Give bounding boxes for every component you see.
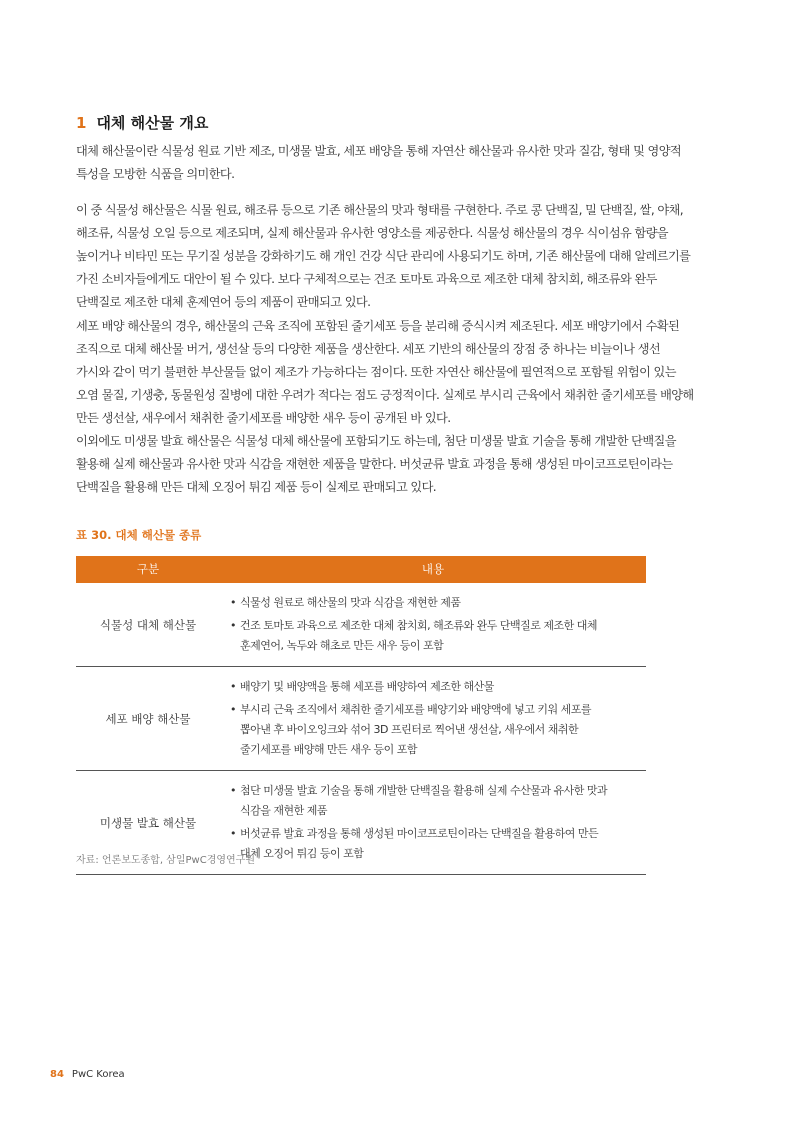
bullet-line: 식감을 재현한 제품 [240, 804, 328, 817]
paragraph-line: 세포 배양 해산물의 경우, 해산물의 근육 조직에 포함된 줄기세포 등을 분리해 증식시켜 제조된다. 세포 배양기에서 수확된 [76, 319, 680, 333]
paragraph-line: 가진 소비자들에게도 대안이 될 수 있다. 보다 구체적으로는 건조 토마토 과육으로 제조한 대체 참치회, 해조류와 완두 [76, 272, 657, 286]
footer-brand: PwC Korea [71, 1069, 125, 1080]
paragraph-line: 만든 생선살, 새우에서 채취한 줄기세포를 배양한 새우 등이 공개된 바 있다. [76, 411, 451, 425]
table-header [76, 556, 646, 583]
bullet-item [230, 824, 646, 864]
section-number: 1 [76, 114, 87, 132]
header-content: 내용 [421, 562, 445, 576]
bullet-line: 대체 오징어 튀김 등이 포함 [240, 847, 364, 860]
bullet-dot: • [230, 703, 236, 716]
bullet-line: 버섯균류 발효 과정을 통해 생성된 마이코프로틴이라는 단백질을 활용하여 만든 [240, 827, 599, 840]
row-category: 미생물 발효 해산물 [99, 815, 197, 830]
bullet-line: 건조 토마토 과육으로 제조한 대체 참치회, 해조류와 완두 단백질로 제조한 대체 [240, 619, 597, 632]
row-content [220, 583, 646, 666]
bullet-dot: • [230, 619, 236, 632]
section-title: 대체 해산물 개요 [96, 114, 209, 132]
paragraph-cell-cultured [76, 315, 726, 430]
page-number: 84 [50, 1069, 64, 1080]
paragraph-line: 대체 해산물이란 식물성 원료 기반 제조, 미생물 발효, 세포 배양을 통해 자연산 해산물과 유사한 맛과 질감, 형태 및 영양적 [76, 144, 682, 158]
paragraph-line: 이외에도 미생물 발효 해산물은 식물성 대체 해산물에 포함되기도 하는데, 첨단 미생물 발효 기술을 통해 개발한 단백질을 [76, 434, 676, 448]
row-category: 세포 배양 해산물 [105, 711, 191, 726]
paragraph-line: 해조류, 식물성 오일 등으로 제조되며, 실제 해산물과 유사한 영양소를 제공한다. 식물성 해산물의 경우 식이섬유 함량을 [76, 226, 668, 240]
bullet-line: 식물성 원료로 해산물의 맛과 식감을 재현한 제품 [240, 596, 461, 609]
paragraph-line: 높이거나 비타민 또는 무기질 성분을 강화하기도 해 개인 건강 식단 관리에 사용되기도 하며, 기존 해산물에 대해 알레르기를 [76, 249, 691, 263]
paragraph-line: 오염 물질, 기생충, 동물원성 질병에 대한 우려가 적다는 점도 긍정적이다. 실제로 부시리 근육에서 채취한 줄기세포를 배양해 [76, 388, 694, 402]
paragraph-line: 조직으로 대체 해산물 버거, 생선살 등의 다양한 제품을 생산한다. 세포 기반의 해산물의 장점 중 하나는 비늘이나 생선 [76, 342, 661, 356]
table-caption: 표 30. 대체 해산물 종류 [76, 528, 202, 542]
bullet-item [230, 593, 646, 613]
bullet-line: 부시리 근육 조직에서 채취한 줄기세포를 배양기와 배양액에 넣고 키워 세포를 [240, 703, 591, 716]
bullet-line: 배양기 및 배양액을 통해 세포를 배양하여 제조한 해산물 [240, 680, 494, 693]
page-footer [50, 1069, 125, 1080]
paragraph-line: 가시와 같이 먹기 불편한 부산물들 없이 제조가 가능하다는 점이다. 또한 자연산 해산물에 필연적으로 포함될 위험이 있는 [76, 365, 676, 379]
paragraph-line: 이 중 식물성 해산물은 식물 원료, 해조류 등으로 기존 해산물의 맛과 형태를 구현한다. 주로 콩 단백질, 밀 단백질, 쌀, 야채, [76, 203, 683, 217]
header-category: 구분 [136, 562, 160, 576]
bullet-dot: • [230, 827, 236, 840]
bullet-item [230, 700, 646, 760]
row-content [220, 667, 646, 770]
bullet-item [230, 616, 646, 656]
bullet-line: 첨단 미생물 발효 기술을 통해 개발한 단백질을 활용해 실제 수산물과 유사한 맛과 [240, 784, 608, 797]
table-source-note: 자료: 언론보도종합, 삼일PwC경영연구원 [76, 855, 255, 866]
bullet-line: 뽑아낸 후 바이오잉크와 섞어 3D 프린터로 찍어낸 생선살, 새우에서 채취한 [240, 723, 579, 736]
row-category: 식물성 대체 해산물 [99, 617, 197, 632]
paragraph-intro [76, 140, 726, 186]
bullet-item [230, 781, 646, 821]
bullet-dot: • [230, 784, 236, 797]
bullet-dot: • [230, 596, 236, 609]
paragraph-line: 특성을 모방한 식품을 의미한다. [76, 167, 235, 181]
bullet-line: 줄기세포를 배양해 만든 새우 등이 포함 [240, 743, 417, 756]
paragraph-line: 단백질을 활용해 만든 대체 오징어 튀김 제품 등이 실제로 판매되고 있다. [76, 480, 437, 494]
paragraph-plant-based [76, 199, 726, 314]
bullet-item [230, 677, 646, 697]
seafood-types-table [76, 556, 646, 875]
paragraph-line: 단백질로 제조한 대체 훈제연어 등의 제품이 판매되고 있다. [76, 295, 371, 309]
section-heading [76, 112, 208, 133]
table-row [76, 583, 646, 667]
paragraph-line: 활용해 실제 해산물과 유사한 맛과 식감을 재현한 제품을 말한다. 버섯균류 발효 과정을 통해 생성된 마이코프로틴이라는 [76, 457, 673, 471]
bullet-dot: • [230, 680, 236, 693]
table-row [76, 667, 646, 771]
row-content [220, 771, 646, 874]
paragraph-fermentation [76, 430, 726, 499]
bullet-line: 훈제연어, 녹두와 해초로 만든 새우 등이 포함 [240, 639, 444, 652]
